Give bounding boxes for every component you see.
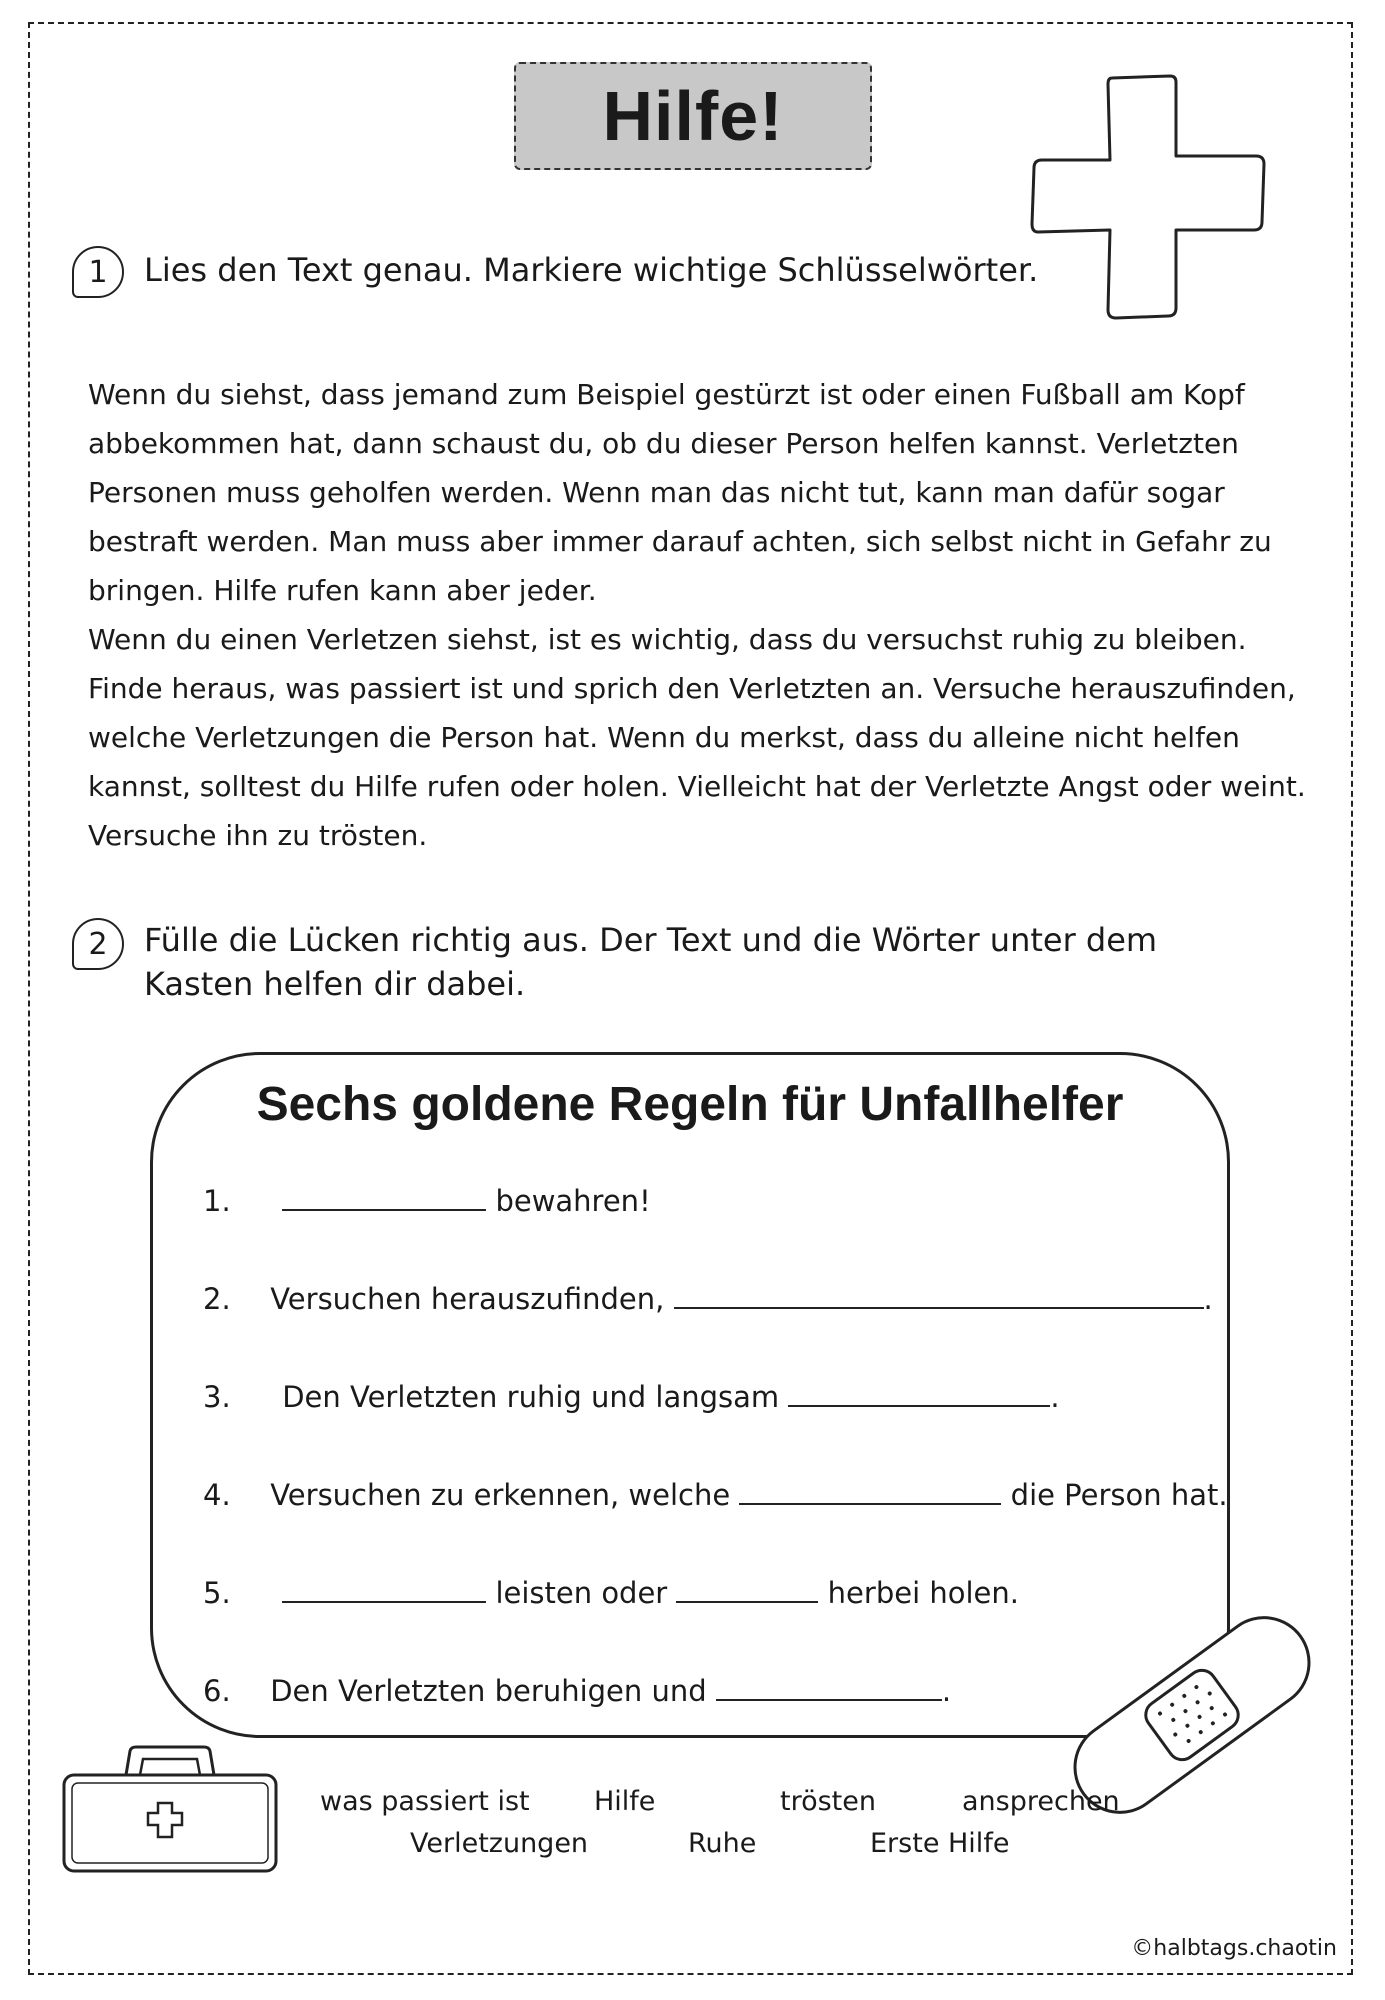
cross-icon <box>1030 72 1270 322</box>
blank-3[interactable] <box>788 1375 1050 1407</box>
rule-number: 2. <box>203 1282 231 1316</box>
rule-number: 3. <box>203 1380 231 1414</box>
blank-6[interactable] <box>716 1669 942 1701</box>
task-1-instruction: Lies den Text genau. Markiere wichtige Schlüsselwörter. <box>144 251 1039 289</box>
title-box <box>514 62 872 170</box>
rules-title: Sechs goldene Regeln für Unfallhelfer <box>256 1078 1124 1131</box>
rule-text-end: die Person hat. <box>1010 1478 1228 1512</box>
word-bank-item: ansprechen <box>962 1786 1120 1817</box>
rule-3 <box>203 1375 1060 1419</box>
first-aid-kit-icon <box>60 1745 280 1875</box>
rule-number: 6. <box>203 1674 231 1708</box>
task-1 <box>72 246 1038 298</box>
rule-text-end: . <box>1050 1380 1060 1414</box>
blank-5a[interactable] <box>282 1571 486 1603</box>
word-bank-item: Verletzungen <box>410 1828 589 1859</box>
rule-text: Den Verletzten beruhigen und <box>270 1674 707 1708</box>
rule-6 <box>203 1669 951 1713</box>
reading-paragraph-2: Wenn du einen Verletzen siehst, ist es wichtig, dass du versuchst ruhig zu bleiben. Finde heraus, was passiert ist und sprich den Verletzten an. Versuche herauszufinden, welche Verletzungen die Person hat. Wenn du merkst, dass du alleine nicht helfen kannst, solltest du Hilfe rufen oder holen. Vielleicht hat der Verletzte Angst oder weint. Versuche ihn zu trösten. <box>88 623 1306 852</box>
credit-text: ©halbtags.chaotin <box>1131 1936 1337 1961</box>
rule-4 <box>203 1473 1228 1517</box>
rule-text-end: . <box>1203 1282 1213 1316</box>
rule-text: Den Verletzten ruhig und langsam <box>282 1380 780 1414</box>
blank-1[interactable] <box>282 1179 486 1211</box>
rule-text-middle: leisten oder <box>495 1576 668 1610</box>
rule-number: 4. <box>203 1478 231 1512</box>
task-2-instruction-line-1: Fülle die Lücken richtig aus. Der Text und die Wörter unter dem <box>144 921 1158 959</box>
rule-text: Versuchen herauszufinden, <box>270 1282 665 1316</box>
reading-text <box>88 370 1318 860</box>
page-title: Hilfe! <box>602 77 784 155</box>
rule-number: 1. <box>203 1184 231 1218</box>
task-2-number: 2 <box>72 918 124 970</box>
word-bank-item: Erste Hilfe <box>870 1828 1010 1859</box>
rule-text: bewahren! <box>495 1184 651 1218</box>
rule-text-end: herbei holen. <box>827 1576 1019 1610</box>
blank-5b[interactable] <box>676 1571 818 1603</box>
rule-text: Versuchen zu erkennen, welche <box>270 1478 731 1512</box>
rule-number: 5. <box>203 1576 231 1610</box>
rule-1 <box>203 1179 651 1223</box>
word-bank-item: Hilfe <box>594 1786 656 1817</box>
blank-2[interactable] <box>674 1277 1204 1309</box>
task-2 <box>72 918 1157 1006</box>
task-2-instruction-line-2: Kasten helfen dir dabei. <box>144 965 526 1003</box>
rule-2 <box>203 1277 1213 1321</box>
blank-4[interactable] <box>739 1473 1001 1505</box>
rule-5 <box>203 1571 1019 1615</box>
word-bank-item: was passiert ist <box>320 1786 530 1817</box>
task-2-instruction <box>144 918 1157 1006</box>
task-1-number: 1 <box>72 246 124 298</box>
reading-paragraph-1: Wenn du siehst, dass jemand zum Beispiel gestürzt ist oder einen Fußball am Kopf abbekommen hat, dann schaust du, ob du dieser Person helfen kannst. Verletzten Personen muss geholfen werden. Wenn man das nicht tut, kann man dafür sogar bestraft werden. Man muss aber immer darauf achten, sich selbst nicht in Gefahr zu bringen. Hilfe rufen kann aber jeder. <box>88 378 1272 607</box>
rule-text-end: . <box>941 1674 952 1708</box>
word-bank-item: Ruhe <box>688 1828 757 1859</box>
word-bank-item: trösten <box>780 1786 876 1817</box>
